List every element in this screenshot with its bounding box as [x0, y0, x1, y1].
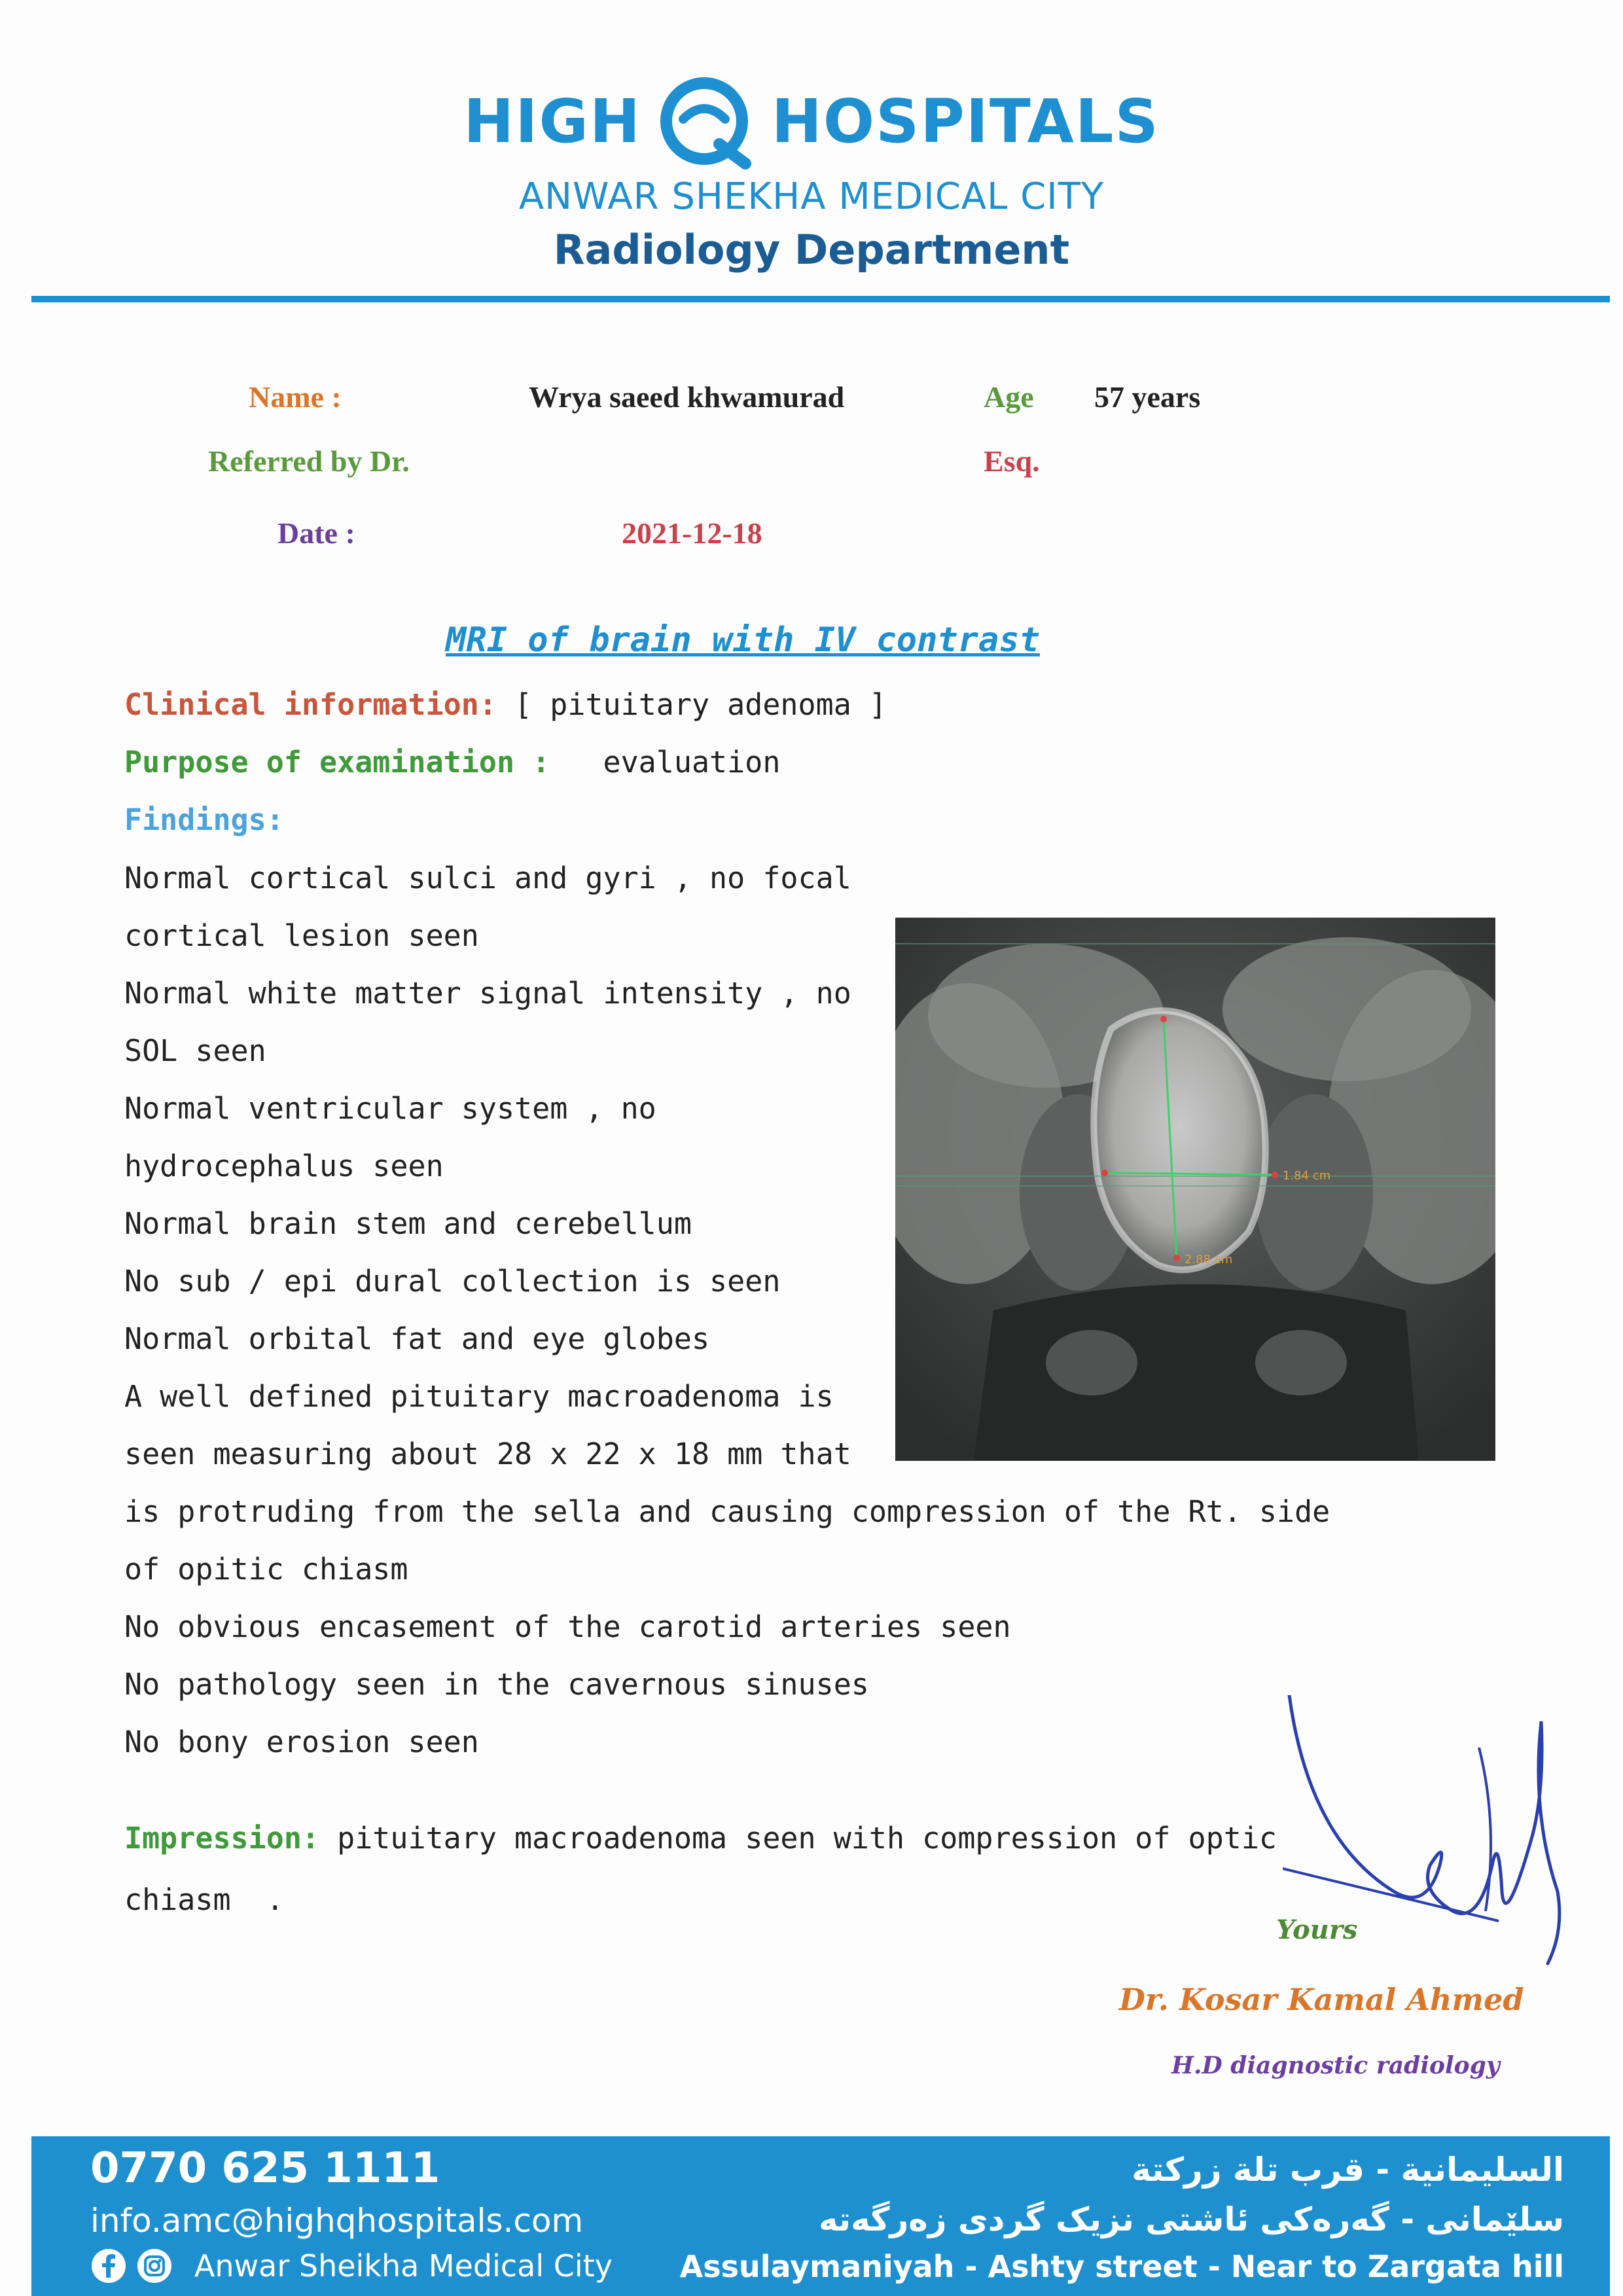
date-label: Date : [277, 516, 355, 550]
finding-line: cortical lesion seen [124, 918, 479, 953]
footer-phone: 0770 625 1111 [90, 2144, 440, 2193]
purpose-value: evaluation [550, 745, 781, 780]
mri-coronal-image [895, 918, 1495, 1461]
findings-label: Findings: [124, 802, 284, 837]
finding-line: No pathology seen in the cavernous sinuses [124, 1667, 869, 1702]
finding-line: Normal orbital fat and eye globes [124, 1321, 710, 1356]
brand-high: HIGH [463, 86, 641, 156]
measurement-width: 1.84 cm [1283, 1169, 1331, 1183]
impression-continued: chiasm . [124, 1882, 284, 1917]
closing-yours: Yours [1276, 1914, 1358, 1945]
finding-line: Normal brain stem and cerebellum [124, 1206, 692, 1241]
clinical-label: Clinical information: [124, 687, 497, 722]
finding-line: Normal white matter signal intensity , no [124, 976, 851, 1011]
doctor-name: Dr. Kosar Kamal Ahmed [1119, 1982, 1524, 2017]
exam-title: MRI of brain with IV contrast [446, 620, 1040, 660]
name-label: Name : [249, 380, 342, 414]
finding-line: is protruding from the sella and causing compression of the Rt. side [124, 1494, 1330, 1529]
impression [124, 1821, 1277, 1856]
footer-email: info.amc@highqhospitals.com [90, 2202, 584, 2240]
report-date: 2021-12-18 [622, 516, 762, 550]
finding-line: SOL seen [124, 1033, 266, 1068]
referred-label: Referred by Dr. [208, 444, 410, 478]
finding-line: No obvious encasement of the carotid arteries seen [124, 1609, 1011, 1644]
purpose-label: Purpose of examination : [124, 745, 550, 780]
footer-bar [31, 2136, 1610, 2296]
clinical-value: [ pituitary adenoma ] [496, 687, 887, 722]
finding-line: seen measuring about 28 x 22 x 18 mm that [124, 1437, 851, 1471]
esq-label: Esq. [984, 444, 1040, 478]
instagram-icon [136, 2248, 173, 2284]
department-title: Radiology Department [553, 226, 1070, 274]
impression-value: pituitary macroadenoma seen with compression of optic [319, 1821, 1277, 1856]
measurement-height: 2.88 cm [1185, 1253, 1233, 1266]
hospital-subtitle: ANWAR SHEKHA MEDICAL CITY [518, 175, 1105, 218]
hospital-q-logo-icon [657, 72, 755, 170]
footer-address-english: Assulaymaniyah - Ashty street - Near to Zargata hill [679, 2249, 1564, 2284]
purpose-of-examination [124, 745, 780, 780]
impression-label: Impression: [124, 1821, 320, 1856]
finding-line: Normal ventricular system , no [124, 1091, 656, 1126]
footer-address-arabic: السليمانية - قرب تلة زركتة [1132, 2151, 1564, 2189]
finding-line: Normal cortical sulci and gyri , no focal [124, 861, 851, 895]
patient-name: Wrya saeed khwamurad [529, 380, 845, 414]
header-divider [31, 296, 1610, 302]
letterhead [0, 0, 1623, 308]
brand-hospitals: HOSPITALS [771, 86, 1160, 156]
finding-line: No bony erosion seen [124, 1725, 479, 1759]
facebook-icon [90, 2248, 127, 2284]
finding-line: No sub / epi dural collection is seen [124, 1264, 781, 1299]
clinical-information [124, 687, 887, 722]
footer-social [90, 2248, 613, 2289]
findings-heading [124, 802, 284, 837]
finding-line: hydrocephalus seen [124, 1149, 444, 1183]
footer-address-kurdish: سلێمانی - گەرەکی ئاشتی نزیک گردی زەرگەتە [818, 2200, 1564, 2238]
finding-line: A well defined pituitary macroadenoma is [124, 1379, 834, 1414]
footer-facility: Anwar Sheikha Medical City [194, 2248, 613, 2284]
age-label: Age [984, 380, 1034, 414]
patient-age: 57 years [1094, 380, 1201, 414]
finding-line: of opitic chiasm [124, 1552, 408, 1587]
brand-row [0, 72, 1623, 170]
mri-scan-graphic [895, 918, 1495, 1461]
doctor-title: H.D diagnostic radiology [1171, 2052, 1500, 2079]
